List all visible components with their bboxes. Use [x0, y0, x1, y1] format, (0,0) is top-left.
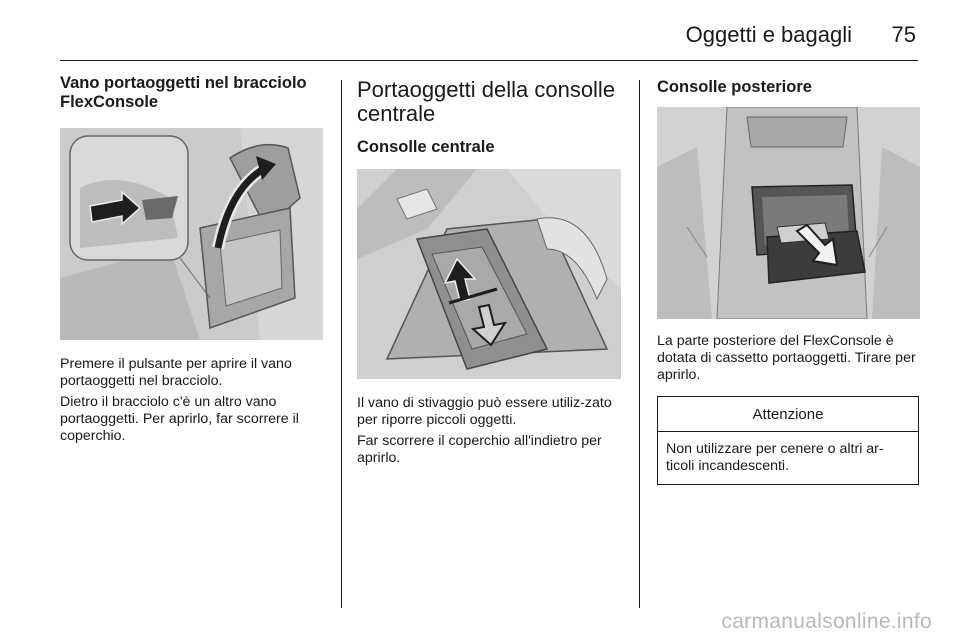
rear-console-paragraph: La parte posteriore del FlexConsole è dotata di cassetto portaoggetti. Tirare per aprirlo.: [657, 333, 916, 383]
column-center-console: [357, 74, 620, 467]
subheading-center-console: Consolle centrale: [357, 138, 495, 156]
center-console-illustration: [357, 169, 621, 379]
rear-console-illustration: [657, 107, 920, 319]
section-heading-center-console: Portaoggetti della consolle centrale: [357, 77, 616, 126]
armrest-storage-illustration: [60, 128, 323, 340]
armrest-paragraph-2: Dietro il bracciolo c'è un altro vano portaoggetti. Per aprirlo, far scorrere il coperchio.: [60, 394, 299, 444]
section-heading-armrest: Vano portaoggetti nel bracciolo FlexConsole: [60, 74, 307, 111]
warning-notice-box: [657, 396, 919, 485]
column-armrest-storage: [60, 74, 323, 445]
warning-notice-title: Attenzione: [658, 397, 918, 432]
center-console-paragraph-1: Il vano di stivaggio può essere utiliz-zato per riporre piccoli oggetti.: [357, 395, 612, 428]
armrest-paragraph-1: Premere il pulsante per aprire il vano portaoggetti nel bracciolo.: [60, 356, 292, 389]
watermark-text: carmanualsonline.info: [721, 610, 932, 633]
page-number: 75: [891, 22, 916, 47]
running-header-title: Oggetti e bagagli: [685, 22, 852, 47]
warning-notice-text: Non utilizzare per cenere o altri ar-ticoli incandescenti.: [666, 441, 884, 474]
section-heading-rear-console: Consolle posteriore: [657, 78, 812, 96]
column-divider-1: [341, 80, 342, 608]
column-divider-2: [639, 80, 640, 608]
header-rule: [60, 60, 918, 61]
center-console-paragraph-2: Far scorrere il coperchio all'indietro per aprirlo.: [357, 433, 602, 466]
column-rear-console: [657, 74, 920, 485]
